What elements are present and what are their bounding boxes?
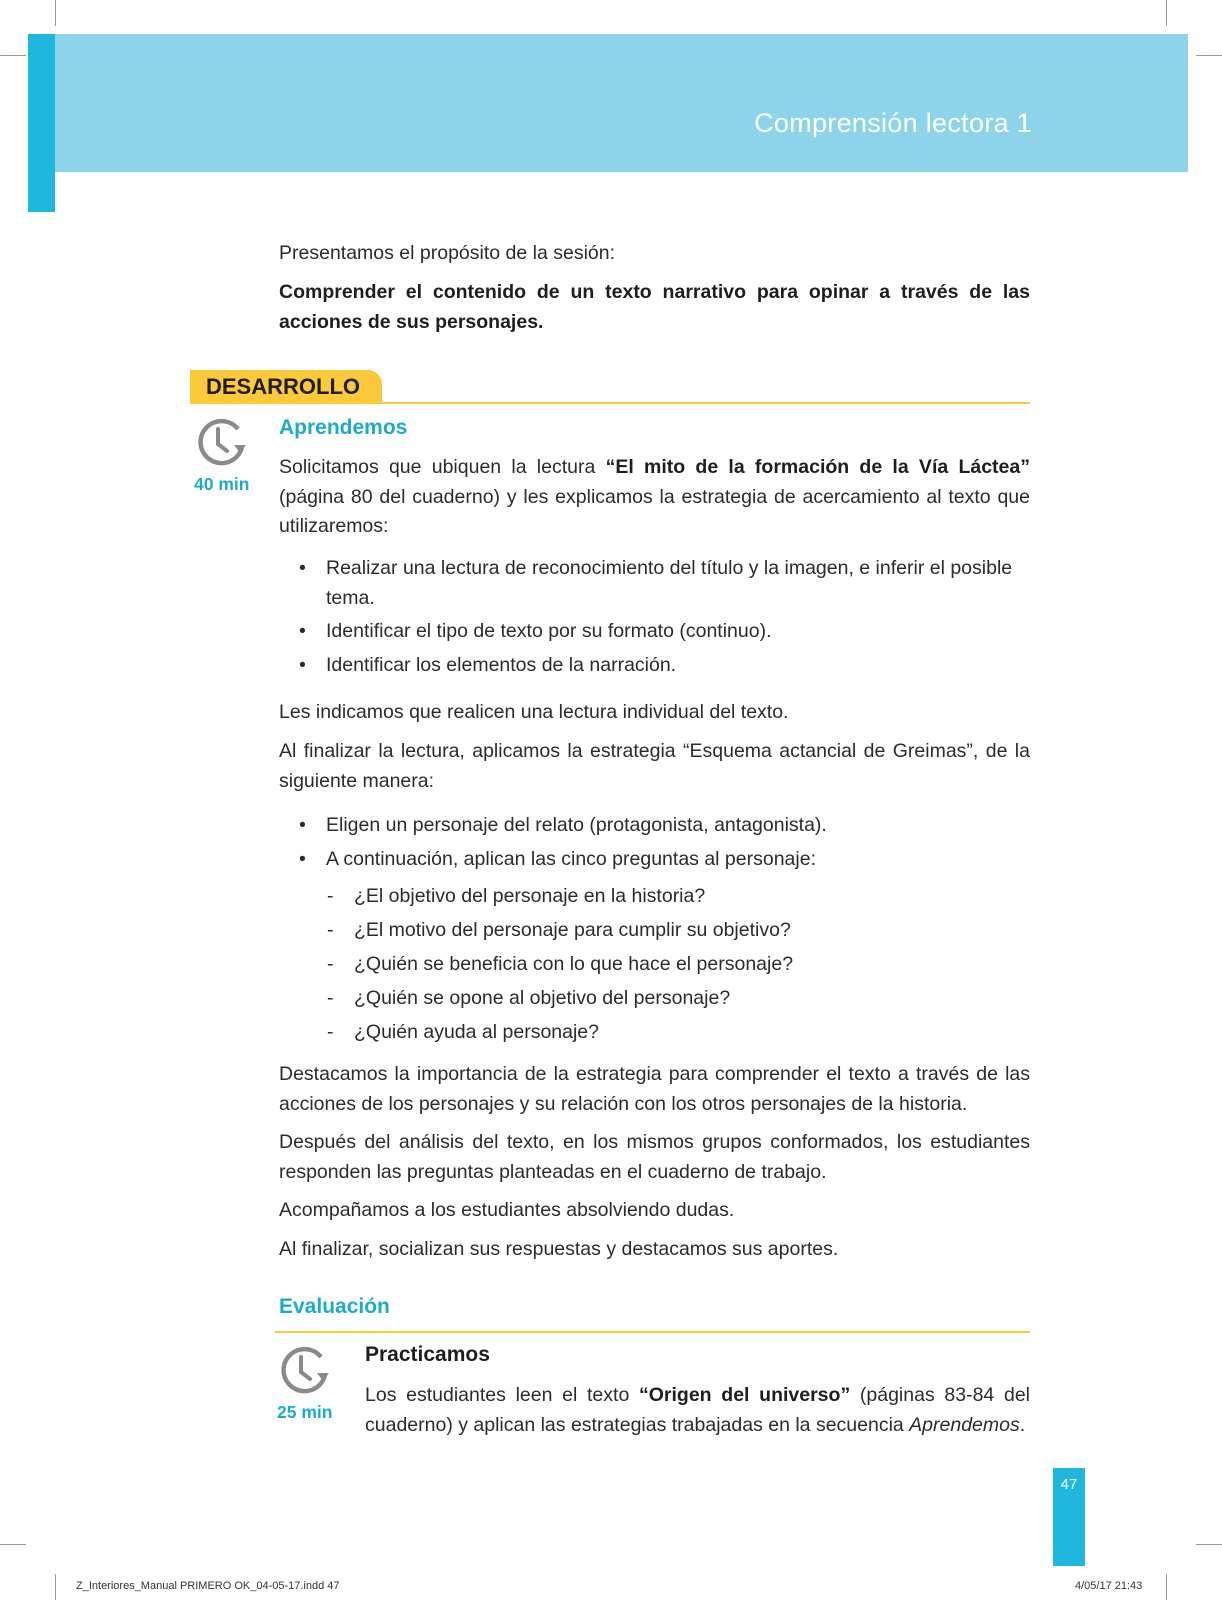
sequence-name: Aprendemos	[909, 1413, 1020, 1436]
header-side-tab	[28, 34, 55, 212]
crop-mark	[0, 1544, 26, 1545]
text-span: Los estudiantes leen el texto	[365, 1384, 639, 1406]
dash-marker: -	[327, 919, 334, 941]
strategy-list	[296, 554, 1030, 680]
bullet-icon: •	[299, 847, 306, 870]
clock-icon	[196, 417, 248, 469]
paragraph: Después del análisis del texto, en los mismos grupos conformados, los estudiantes responden las preguntas planteadas en el cuaderno de trabajo.	[279, 1131, 1030, 1183]
footer-date: 4/05/17 21:43	[1075, 1580, 1143, 1592]
intro-label: Presentamos el propósito de la sesión:	[279, 242, 616, 264]
duration-label: 40 min	[194, 474, 250, 494]
evaluation-rule	[275, 1331, 1030, 1333]
list-item	[296, 811, 1030, 841]
dash-marker: -	[327, 1021, 334, 1043]
paragraph	[279, 453, 1030, 542]
clock-icon	[279, 1345, 331, 1397]
text-span: (página 80 del cuaderno) y les explicamos la estrategia de acercamiento al texto que utilizaremos:	[279, 485, 1030, 537]
list-item	[296, 651, 1030, 681]
question-text: ¿Quién se beneficia con lo que hace el personaje?	[354, 953, 794, 975]
dash-marker: -	[327, 885, 334, 907]
list-item	[296, 617, 1030, 647]
crop-mark	[0, 55, 26, 56]
paragraph: Al finalizar, socializan sus respuestas y destacamos sus aportes.	[279, 1238, 839, 1260]
session-purpose: Comprender el contenido de un texto narrativo para opinar a través de las acciones de sus personajes.	[279, 281, 1030, 333]
header-band	[28, 34, 1188, 172]
paragraph: Destacamos la importancia de la estrategia para comprender el texto a través de las acciones de los personajes y su relación con los otros personajes de la historia.	[279, 1063, 1030, 1115]
bullet-icon: •	[299, 620, 306, 642]
bullet-icon: •	[299, 557, 306, 579]
paragraph: Acompañamos a los estudiantes absolviendo dudas.	[279, 1199, 735, 1221]
crop-mark	[1166, 1574, 1167, 1600]
reading-title: “El mito de la formación de la Vía Láctea”	[605, 456, 1030, 478]
list-item-text: Identificar los elementos de la narración.	[326, 653, 677, 676]
bullet-icon: •	[299, 814, 306, 836]
crop-mark	[1196, 1544, 1222, 1545]
greimas-list	[296, 811, 1030, 874]
crop-mark	[1166, 0, 1167, 26]
question-text: ¿El objetivo del personaje en la historia?	[354, 885, 706, 907]
list-item	[296, 554, 1030, 613]
text-span: .	[1019, 1413, 1026, 1436]
dash-marker: -	[327, 987, 334, 1009]
question-text: ¿Quién ayuda al personaje?	[354, 1021, 599, 1043]
text-span: (páginas 83-84 del cuaderno) y aplican las estrategias trabajadas en la secuencia	[365, 1384, 1030, 1436]
heading-evaluacion: Evaluación	[279, 1295, 390, 1318]
text-span: Solicitamos que ubiquen la lectura	[279, 456, 606, 478]
section-tab-desarrollo	[190, 370, 382, 403]
question-text: ¿El motivo del personaje para cumplir su objetivo?	[354, 919, 791, 941]
heading-aprendemos: Aprendemos	[279, 416, 408, 439]
list-item-text: Identificar el tipo de texto por su formato (continuo).	[326, 620, 772, 642]
footer-file: Z_Interiores_Manual PRIMERO OK_04-05-17.indd 47	[76, 1580, 340, 1592]
list-item	[296, 845, 1030, 875]
list-item-text: Eligen un personaje del relato (protagonista, antagonista).	[326, 814, 827, 836]
heading-practicamos: Practicamos	[365, 1343, 490, 1366]
header-title: Comprensión lectora 1	[754, 108, 1032, 138]
list-item-text: Realizar una lectura de reconocimiento del título y la imagen, e inferir el posible tema.	[326, 557, 1013, 609]
dash-marker: -	[327, 953, 334, 975]
duration-label: 25 min	[277, 1402, 333, 1422]
crop-mark	[55, 0, 56, 26]
crop-mark	[1196, 55, 1222, 56]
page-number: 47	[1060, 1476, 1078, 1493]
paragraph: Les indicamos que realicen una lectura individual del texto.	[279, 701, 789, 723]
list-item-text: A continuación, aplican las cinco preguntas al personaje:	[326, 847, 816, 870]
reading-title: “Origen del universo”	[639, 1384, 851, 1406]
crop-mark	[55, 1574, 56, 1600]
paragraph: Al finalizar la lectura, aplicamos la estrategia “Esquema actancial de Greimas”, de la siguiente manera:	[279, 740, 1030, 792]
paragraph	[365, 1381, 1030, 1440]
bullet-icon: •	[299, 653, 306, 676]
question-text: ¿Quién se opone al objetivo del personaje?	[354, 987, 731, 1009]
section-tab-label: DESARROLLO	[206, 374, 360, 399]
section-rule	[190, 402, 1030, 404]
